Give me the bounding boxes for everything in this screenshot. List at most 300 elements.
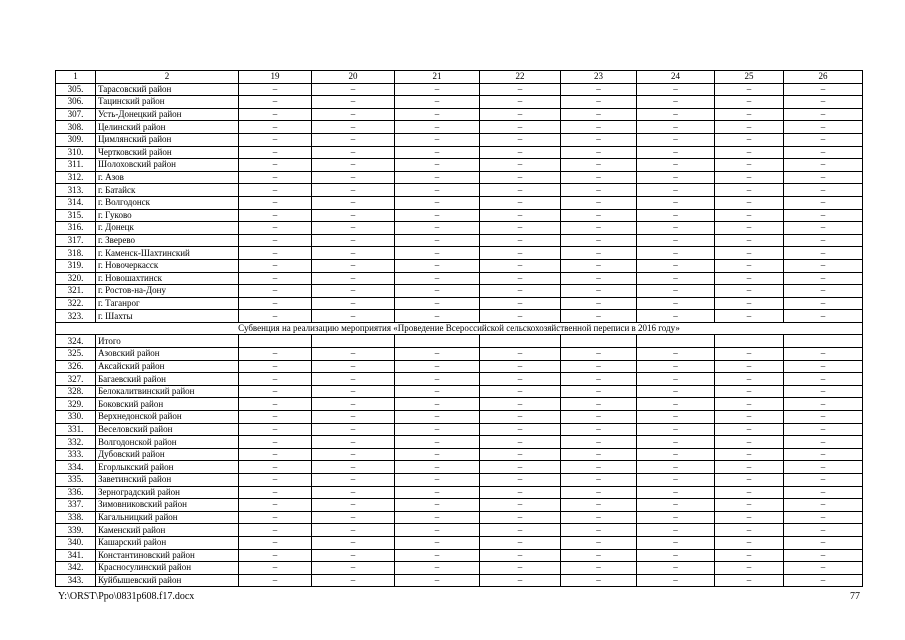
total-row xyxy=(56,335,863,348)
value-cell: – xyxy=(637,297,715,310)
municipality-name: Аксайский район xyxy=(96,360,239,373)
value-cell: – xyxy=(715,133,784,146)
value-cell: – xyxy=(784,499,863,512)
value-cell: – xyxy=(239,234,312,247)
value-cell: – xyxy=(395,234,480,247)
municipality-name: г. Волгодонск xyxy=(96,196,239,209)
table-row xyxy=(56,499,863,512)
table-row xyxy=(56,348,863,361)
municipality-name: Веселовский район xyxy=(96,423,239,436)
municipality-name: Усть-Донецкий район xyxy=(96,108,239,121)
value-cell: – xyxy=(480,108,561,121)
value-cell: – xyxy=(715,373,784,386)
value-cell: – xyxy=(480,511,561,524)
value-cell: – xyxy=(561,159,637,172)
value-cell: – xyxy=(784,549,863,562)
value-cell: – xyxy=(395,524,480,537)
value-cell: – xyxy=(637,96,715,109)
table-row xyxy=(56,234,863,247)
value-cell: – xyxy=(561,562,637,575)
value-cell: – xyxy=(480,234,561,247)
value-cell: – xyxy=(561,436,637,449)
municipality-name: Волгодонской район xyxy=(96,436,239,449)
value-cell: – xyxy=(312,108,395,121)
value-cell: – xyxy=(239,171,312,184)
municipality-name: Кашарский район xyxy=(96,536,239,549)
value-cell: – xyxy=(480,184,561,197)
value-cell: – xyxy=(395,511,480,524)
table-row xyxy=(56,196,863,209)
value-cell: – xyxy=(480,247,561,260)
value-cell: – xyxy=(784,385,863,398)
table-row xyxy=(56,574,863,587)
value-cell: – xyxy=(312,385,395,398)
value-cell: – xyxy=(637,373,715,386)
value-cell: – xyxy=(395,184,480,197)
table-row xyxy=(56,285,863,298)
value-cell: – xyxy=(239,562,312,575)
value-cell: – xyxy=(561,272,637,285)
value-cell: – xyxy=(239,96,312,109)
value-cell: – xyxy=(637,574,715,587)
row-number: 335. xyxy=(56,474,96,487)
row-number: 308. xyxy=(56,121,96,134)
value-cell: – xyxy=(312,121,395,134)
value-cell: – xyxy=(715,574,784,587)
value-cell: – xyxy=(480,196,561,209)
value-cell: – xyxy=(715,259,784,272)
value-cell: – xyxy=(561,96,637,109)
value-cell: – xyxy=(715,83,784,96)
table-row xyxy=(56,146,863,159)
value-cell: – xyxy=(312,196,395,209)
municipality-name: Боковский район xyxy=(96,398,239,411)
value-cell: – xyxy=(637,272,715,285)
value-cell: – xyxy=(784,285,863,298)
value-cell: – xyxy=(637,209,715,222)
value-cell: – xyxy=(312,83,395,96)
table-row xyxy=(56,184,863,197)
value-cell: – xyxy=(561,461,637,474)
value-cell: – xyxy=(395,96,480,109)
value-cell: – xyxy=(784,360,863,373)
value-cell: – xyxy=(312,297,395,310)
value-cell: – xyxy=(715,196,784,209)
table-row xyxy=(56,209,863,222)
value-cell: – xyxy=(239,196,312,209)
value-cell: – xyxy=(395,411,480,424)
value-cell: – xyxy=(715,436,784,449)
municipality-name: г. Новошахтинск xyxy=(96,272,239,285)
row-number: 332. xyxy=(56,436,96,449)
value-cell: – xyxy=(312,247,395,260)
section-title: Субвенция на реализацию мероприятия «Проведение Всероссийской сельскохозяйственной переписи в 2016 году» xyxy=(56,322,863,335)
table-row xyxy=(56,171,863,184)
value-cell: – xyxy=(784,222,863,235)
value-cell: – xyxy=(637,536,715,549)
value-cell: – xyxy=(561,209,637,222)
value-cell: – xyxy=(239,360,312,373)
column-header: 1 xyxy=(56,71,96,84)
value-cell: – xyxy=(395,436,480,449)
value-cell: – xyxy=(561,83,637,96)
value-cell: – xyxy=(239,259,312,272)
value-cell: – xyxy=(637,398,715,411)
value-cell: – xyxy=(637,549,715,562)
data-table xyxy=(55,70,863,587)
value-cell: – xyxy=(561,108,637,121)
municipality-name: Багаевский район xyxy=(96,373,239,386)
table-row xyxy=(56,536,863,549)
value-cell: – xyxy=(715,448,784,461)
value-cell: – xyxy=(239,121,312,134)
value-cell: – xyxy=(480,83,561,96)
municipality-name: Каменский район xyxy=(96,524,239,537)
value-cell: – xyxy=(561,524,637,537)
value-cell: – xyxy=(561,360,637,373)
table-row xyxy=(56,385,863,398)
row-number: 328. xyxy=(56,385,96,398)
value-cell: – xyxy=(239,272,312,285)
table-row xyxy=(56,448,863,461)
value-cell: – xyxy=(395,461,480,474)
value-cell: – xyxy=(395,159,480,172)
table-row xyxy=(56,222,863,235)
row-number: 316. xyxy=(56,222,96,235)
value-cell: – xyxy=(239,348,312,361)
table-row xyxy=(56,524,863,537)
value-cell: – xyxy=(561,310,637,323)
row-number: 318. xyxy=(56,247,96,260)
municipality-name: г. Ростов-на-Дону xyxy=(96,285,239,298)
row-number: 313. xyxy=(56,184,96,197)
municipality-name: Дубовский район xyxy=(96,448,239,461)
row-number: 315. xyxy=(56,209,96,222)
value-cell: – xyxy=(480,171,561,184)
value-cell: – xyxy=(480,423,561,436)
value-cell: – xyxy=(239,222,312,235)
value-cell: – xyxy=(312,96,395,109)
value-cell: – xyxy=(784,234,863,247)
value-cell: – xyxy=(239,285,312,298)
row-number: 309. xyxy=(56,133,96,146)
value-cell: – xyxy=(784,398,863,411)
value-cell: – xyxy=(312,360,395,373)
municipality-name: г. Таганрог xyxy=(96,297,239,310)
value-cell: – xyxy=(239,499,312,512)
value-cell xyxy=(715,335,784,348)
value-cell: – xyxy=(637,133,715,146)
value-cell: – xyxy=(561,222,637,235)
municipality-name: г. Азов xyxy=(96,171,239,184)
row-number: 327. xyxy=(56,373,96,386)
value-cell: – xyxy=(561,171,637,184)
value-cell: – xyxy=(561,297,637,310)
value-cell: – xyxy=(312,574,395,587)
value-cell: – xyxy=(312,259,395,272)
value-cell: – xyxy=(637,259,715,272)
value-cell: – xyxy=(395,562,480,575)
value-cell: – xyxy=(561,486,637,499)
row-number: 331. xyxy=(56,423,96,436)
value-cell: – xyxy=(239,247,312,260)
value-cell: – xyxy=(312,285,395,298)
value-cell: – xyxy=(480,146,561,159)
value-cell: – xyxy=(395,373,480,386)
table-row xyxy=(56,108,863,121)
value-cell: – xyxy=(312,348,395,361)
column-header: 24 xyxy=(637,71,715,84)
column-header: 26 xyxy=(784,71,863,84)
row-number: 317. xyxy=(56,234,96,247)
value-cell: – xyxy=(395,499,480,512)
value-cell: – xyxy=(239,108,312,121)
value-cell: – xyxy=(239,486,312,499)
row-number: 312. xyxy=(56,171,96,184)
value-cell: – xyxy=(561,373,637,386)
value-cell: – xyxy=(480,285,561,298)
value-cell: – xyxy=(561,574,637,587)
row-number: 338. xyxy=(56,511,96,524)
value-cell: – xyxy=(715,486,784,499)
value-cell: – xyxy=(480,209,561,222)
value-cell: – xyxy=(784,574,863,587)
value-cell: – xyxy=(395,171,480,184)
value-cell: – xyxy=(561,184,637,197)
row-number: 305. xyxy=(56,83,96,96)
value-cell: – xyxy=(312,373,395,386)
value-cell: – xyxy=(239,83,312,96)
value-cell: – xyxy=(312,222,395,235)
value-cell: – xyxy=(637,108,715,121)
value-cell: – xyxy=(637,285,715,298)
row-number: 319. xyxy=(56,259,96,272)
page-number: 77 xyxy=(850,591,860,602)
value-cell: – xyxy=(480,574,561,587)
table-row xyxy=(56,360,863,373)
value-cell: – xyxy=(637,121,715,134)
municipality-name: Егорлыкский район xyxy=(96,461,239,474)
value-cell: – xyxy=(784,209,863,222)
row-number: 326. xyxy=(56,360,96,373)
value-cell xyxy=(561,335,637,348)
value-cell: – xyxy=(480,474,561,487)
row-number: 336. xyxy=(56,486,96,499)
value-cell: – xyxy=(480,121,561,134)
municipality-name: Константиновский район xyxy=(96,549,239,562)
value-cell: – xyxy=(395,196,480,209)
value-cell: – xyxy=(480,96,561,109)
value-cell: – xyxy=(561,398,637,411)
value-cell: – xyxy=(784,133,863,146)
value-cell: – xyxy=(312,423,395,436)
table-row xyxy=(56,461,863,474)
value-cell: – xyxy=(312,310,395,323)
value-cell: – xyxy=(561,285,637,298)
value-cell: – xyxy=(715,398,784,411)
value-cell: – xyxy=(715,536,784,549)
value-cell: – xyxy=(715,348,784,361)
value-cell: – xyxy=(784,448,863,461)
column-header: 25 xyxy=(715,71,784,84)
column-header: 19 xyxy=(239,71,312,84)
total-label: Итого xyxy=(96,335,239,348)
municipality-name: Шолоховский район xyxy=(96,159,239,172)
table-row xyxy=(56,83,863,96)
row-number: 343. xyxy=(56,574,96,587)
value-cell: – xyxy=(480,448,561,461)
value-cell: – xyxy=(715,385,784,398)
municipality-name: Цимлянский район xyxy=(96,133,239,146)
value-cell: – xyxy=(312,549,395,562)
value-cell: – xyxy=(715,297,784,310)
value-cell: – xyxy=(480,549,561,562)
column-header: 22 xyxy=(480,71,561,84)
value-cell: – xyxy=(784,511,863,524)
value-cell: – xyxy=(395,272,480,285)
value-cell: – xyxy=(561,536,637,549)
municipality-name: Целинский район xyxy=(96,121,239,134)
value-cell: – xyxy=(637,146,715,159)
value-cell: – xyxy=(637,474,715,487)
value-cell: – xyxy=(784,83,863,96)
value-cell: – xyxy=(480,272,561,285)
table-row xyxy=(56,259,863,272)
section-row xyxy=(56,322,863,335)
value-cell: – xyxy=(395,486,480,499)
table-row xyxy=(56,398,863,411)
municipality-name: Тацинский район xyxy=(96,96,239,109)
value-cell: – xyxy=(480,536,561,549)
value-cell: – xyxy=(784,373,863,386)
row-number: 306. xyxy=(56,96,96,109)
value-cell: – xyxy=(312,209,395,222)
value-cell: – xyxy=(784,562,863,575)
value-cell: – xyxy=(561,385,637,398)
file-path: Y:\ORST\Ppo\0831p608.f17.docx xyxy=(58,591,195,602)
value-cell: – xyxy=(637,348,715,361)
value-cell xyxy=(637,335,715,348)
value-cell: – xyxy=(395,108,480,121)
value-cell: – xyxy=(637,524,715,537)
value-cell: – xyxy=(784,121,863,134)
table-row xyxy=(56,121,863,134)
municipality-name: г. Новочеркасск xyxy=(96,259,239,272)
value-cell: – xyxy=(637,411,715,424)
row-number: 334. xyxy=(56,461,96,474)
value-cell: – xyxy=(715,247,784,260)
column-header: 21 xyxy=(395,71,480,84)
value-cell: – xyxy=(637,436,715,449)
row-number: 340. xyxy=(56,536,96,549)
value-cell: – xyxy=(395,360,480,373)
value-cell: – xyxy=(312,499,395,512)
value-cell: – xyxy=(784,348,863,361)
value-cell: – xyxy=(561,499,637,512)
value-cell: – xyxy=(637,360,715,373)
value-cell: – xyxy=(312,133,395,146)
value-cell: – xyxy=(239,209,312,222)
value-cell: – xyxy=(480,222,561,235)
row-number: 339. xyxy=(56,524,96,537)
value-cell: – xyxy=(312,436,395,449)
value-cell: – xyxy=(480,499,561,512)
value-cell: – xyxy=(312,486,395,499)
value-cell: – xyxy=(395,259,480,272)
value-cell: – xyxy=(480,360,561,373)
municipality-name: г. Шахты xyxy=(96,310,239,323)
value-cell: – xyxy=(784,536,863,549)
value-cell: – xyxy=(312,184,395,197)
value-cell: – xyxy=(784,486,863,499)
row-number: 324. xyxy=(56,335,96,348)
value-cell: – xyxy=(395,574,480,587)
table-row xyxy=(56,272,863,285)
value-cell: – xyxy=(395,121,480,134)
value-cell: – xyxy=(784,461,863,474)
value-cell: – xyxy=(715,285,784,298)
value-cell: – xyxy=(395,549,480,562)
value-cell xyxy=(395,335,480,348)
value-cell: – xyxy=(715,310,784,323)
value-cell: – xyxy=(395,83,480,96)
value-cell: – xyxy=(312,272,395,285)
table-row xyxy=(56,486,863,499)
value-cell: – xyxy=(395,348,480,361)
value-cell: – xyxy=(480,133,561,146)
value-cell: – xyxy=(784,411,863,424)
municipality-name: Белокалитвинский район xyxy=(96,385,239,398)
value-cell: – xyxy=(395,536,480,549)
value-cell: – xyxy=(637,234,715,247)
column-header: 2 xyxy=(96,71,239,84)
value-cell: – xyxy=(715,234,784,247)
value-cell: – xyxy=(312,159,395,172)
value-cell: – xyxy=(715,184,784,197)
value-cell: – xyxy=(239,511,312,524)
value-cell: – xyxy=(239,423,312,436)
value-cell: – xyxy=(561,448,637,461)
row-number: 320. xyxy=(56,272,96,285)
value-cell: – xyxy=(715,562,784,575)
municipality-name: г. Зверево xyxy=(96,234,239,247)
value-cell: – xyxy=(480,411,561,424)
row-number: 311. xyxy=(56,159,96,172)
municipality-name: Чертковский район xyxy=(96,146,239,159)
value-cell: – xyxy=(561,423,637,436)
value-cell: – xyxy=(239,310,312,323)
value-cell: – xyxy=(715,121,784,134)
table-row xyxy=(56,549,863,562)
row-number: 310. xyxy=(56,146,96,159)
municipality-name: Азовский район xyxy=(96,348,239,361)
value-cell xyxy=(480,335,561,348)
value-cell: – xyxy=(637,159,715,172)
municipality-name: Заветинский район xyxy=(96,474,239,487)
value-cell: – xyxy=(561,133,637,146)
table-body xyxy=(56,71,863,587)
value-cell: – xyxy=(239,436,312,449)
value-cell: – xyxy=(239,411,312,424)
value-cell: – xyxy=(239,448,312,461)
value-cell: – xyxy=(239,474,312,487)
table-row xyxy=(56,159,863,172)
value-cell: – xyxy=(312,562,395,575)
municipality-name: Куйбышевский район xyxy=(96,574,239,587)
municipality-name: Зерноградский район xyxy=(96,486,239,499)
value-cell: – xyxy=(395,297,480,310)
value-cell: – xyxy=(561,474,637,487)
